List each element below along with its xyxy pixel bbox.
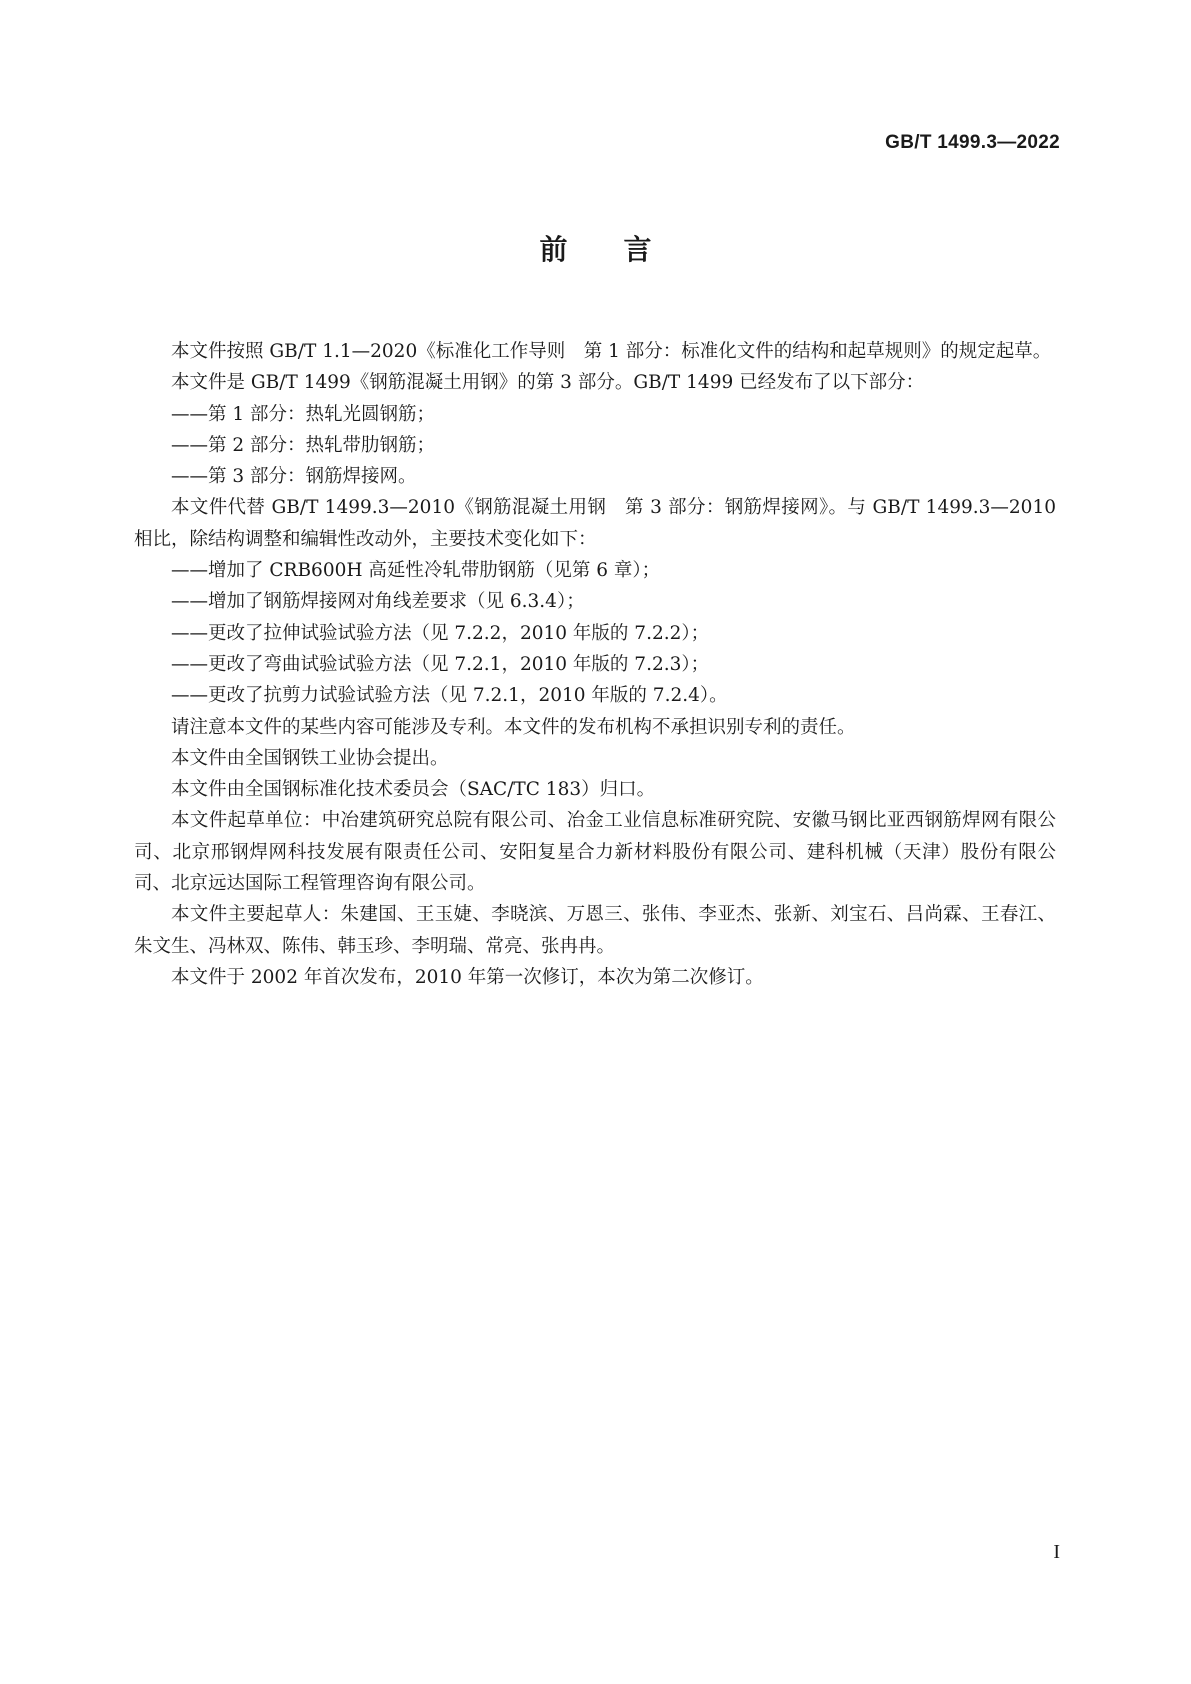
standard-code: GB/T 1499.3—2022	[885, 132, 1060, 153]
list-item-change-4: ——更改了弯曲试验试验方法（见 7.2.1，2010 年版的 7.2.3）；	[171, 653, 710, 675]
page-title: 前言	[539, 233, 708, 266]
list-item-change-2: ——增加了钢筋焊接网对角线差要求（见 6.3.4）；	[171, 591, 585, 613]
foreword-body	[134, 336, 1056, 993]
list-item-part-3: ——第 3 部分：钢筋焊接网。	[171, 466, 417, 488]
list-item-part-1: ——第 1 部分：热轧光圆钢筋；	[171, 403, 436, 425]
paragraph-drafting-organizations: 本文件起草单位：中冶建筑研究总院有限公司、冶金工业信息标准研究院、安徽马钢比亚西钢筋焊网有限公司、北京邢钢焊网科技发展有限责任公司、安阳复星合力新材料股份有限公司、建科机械（天津）股份有限公司、北京远达国际工程管理咨询有限公司。	[134, 810, 1056, 895]
page-number: I	[1053, 1541, 1060, 1563]
paragraph-patent-notice: 请注意本文件的某些内容可能涉及专利。本文件的发布机构不承担识别专利的责任。	[171, 716, 856, 738]
list-item-change-5: ——更改了抗剪力试验试验方法（见 7.2.1，2010 年版的 7.2.4）。	[171, 685, 728, 707]
paragraph-replaces: 本文件代替 GB/T 1499.3—2010《钢筋混凝土用钢 第 3 部分：钢筋焊接网》。与 GB/T 1499.3—2010 相比，除结构调整和编辑性改动外，主要技术变化如下：	[134, 497, 1056, 550]
paragraph-publication-history: 本文件于 2002 年首次发布，2010 年第一次修订，本次为第二次修订。	[171, 966, 764, 988]
list-item-change-1: ——增加了 CRB600H 高延性冷轧带肋钢筋（见第 6 章）；	[171, 560, 661, 582]
paragraph-drafting-rules: 本文件按照 GB/T 1.1—2020《标准化工作导则 第 1 部分：标准化文件的结构和起草规则》的规定起草。	[171, 341, 1052, 362]
paragraph-series-parts: 本文件是 GB/T 1499《钢筋混凝土用钢》的第 3 部分。GB/T 1499 已经发布了以下部分：	[171, 372, 925, 394]
list-item-part-2: ——第 2 部分：热轧带肋钢筋；	[171, 434, 436, 456]
list-item-change-3: ——更改了拉伸试验试验方法（见 7.2.2，2010 年版的 7.2.2）；	[171, 622, 710, 644]
paragraph-under-jurisdiction: 本文件由全国钢标准化技术委员会（SAC/TC 183）归口。	[171, 779, 656, 801]
paragraph-drafters: 本文件主要起草人：朱建国、王玉婕、李晓滨、万恩三、张伟、李亚杰、张新、刘宝石、吕尚霖、王春江、朱文生、冯林双、陈伟、韩玉珍、李明瑞、常亮、张冉冉。	[134, 904, 1056, 957]
paragraph-proposed-by: 本文件由全国钢铁工业协会提出。	[171, 747, 449, 769]
